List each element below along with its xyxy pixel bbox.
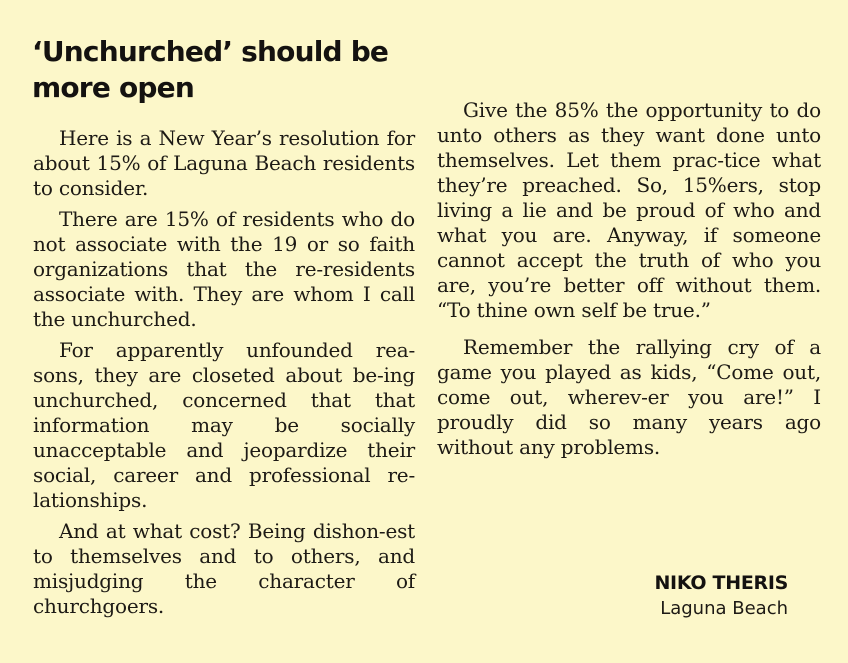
left-column <box>33 126 415 625</box>
paragraph: Here is a New Year’s resolution for about 15% of Laguna Beach residents to consider. <box>33 126 415 200</box>
paragraph: For apparently unfounded rea-sons, they are closeted about be-ing unchurched, concerned that that information may be socially unacceptable and jeopardize their social, career and professional re-lationships. <box>33 338 415 512</box>
signature-block <box>654 570 788 622</box>
headline: ‘Unchurched’ should be more open <box>32 35 389 104</box>
author-name: NIKO THERIS <box>654 572 788 594</box>
paragraph: And at what cost? Being dishon-est to themselves and to others, and misjudging the character of churchgoers. <box>33 519 415 618</box>
right-column <box>437 98 821 466</box>
author-location: Laguna Beach <box>660 598 788 619</box>
paragraph: Remember the rallying cry of a game you played as kids, “Come out, come out, wherev-er you are!” I proudly did so many years ago without any problems. <box>437 335 821 459</box>
paragraph: There are 15% of residents who do not associate with the 19 or so faith organizations that the re-residents associate with. They are whom I call the unchurched. <box>33 207 415 331</box>
paragraph: Give the 85% the opportunity to do unto others as they want done unto themselves. Let them prac-tice what they’re preached. So, 15%ers, stop living a lie and be proud of who and what you are. Anyway, if someone cannot accept the truth of who you are, you’re better off without them. “To thine own self be true.” <box>437 98 821 322</box>
